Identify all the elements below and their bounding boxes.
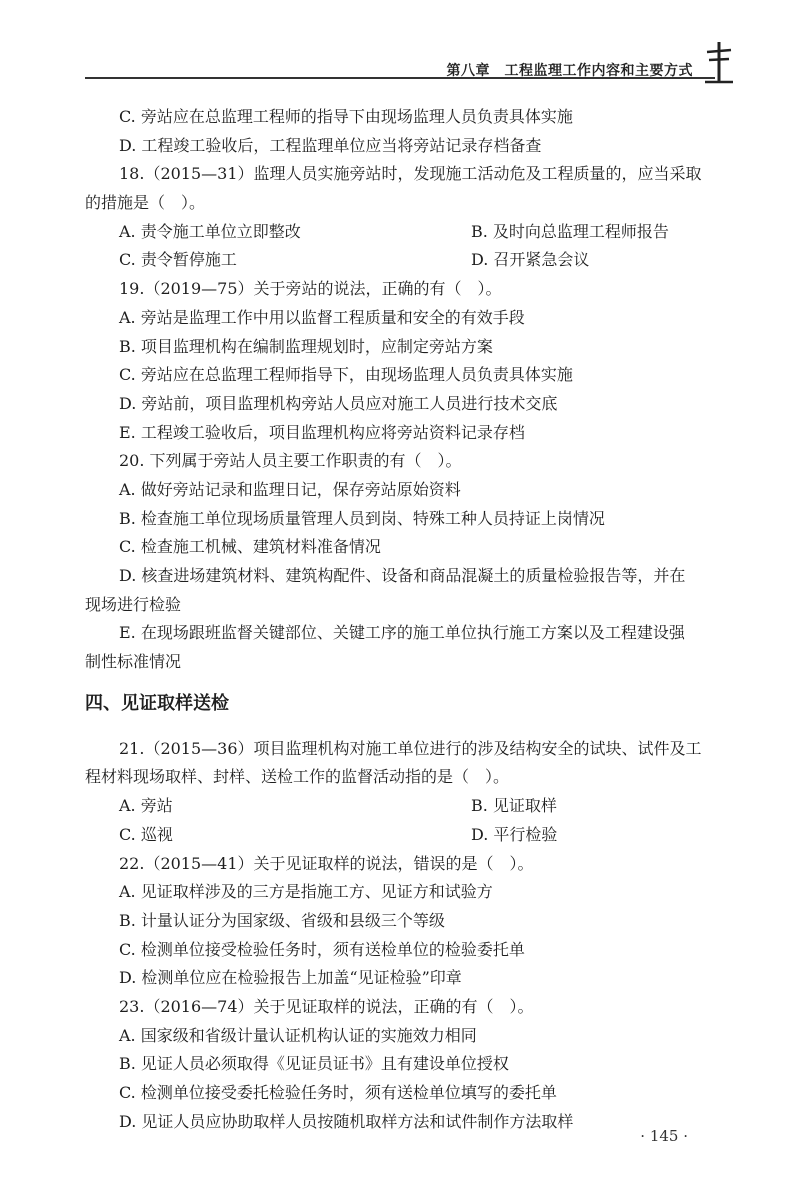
option-b: B. 检查施工单位现场质量管理人员到岗、特殊工种人员持证上岗情况 [119,508,605,528]
page-number: · 145 · [640,1127,688,1145]
option-a: A. 见证取样涉及的三方是指施工方、见证方和试验方 [119,882,493,902]
question-stem: 19.（2019—75）关于旁站的说法，正确的有（ ）。 [119,279,502,299]
option-c: C. 检查施工机械、建筑材料准备情况 [119,537,381,557]
text-line: D. 工程竣工验收后，工程监理单位应当将旁站记录存档备查 [119,135,542,155]
text-line: C. 旁站应在总监理工程师的指导下由现场监理人员负责具体实施 [119,107,573,126]
option-d: D. 平行检验 [471,824,558,844]
question-stem-cont: 程材料现场取样、封样、送检工作的监督活动指的是（ ）。 [85,767,510,787]
option-c: C. 巡视 [119,824,173,844]
option-b: B. 见证人员必须取得《见证员证书》且有建设单位授权 [119,1054,509,1074]
option-b: B. 计量认证分为国家级、省级和县级三个等级 [119,910,445,930]
option-d-cont: 现场进行检验 [85,594,182,614]
option-e-cont: 制性标准情况 [85,652,182,672]
option-e: E. 在现场跟班监督关键部位、关键工序的施工单位执行施工方案以及工程建设强 [119,623,685,643]
option-c: C. 检测单位接受委托检验任务时，须有送检单位填写的委托单 [119,1083,557,1102]
spacer [85,727,717,735]
option-a: A. 国家级和省级计量认证机构认证的实施效力相同 [119,1025,477,1045]
option-c: C. 检测单位接受检验任务时，须有送检单位的检验委托单 [119,939,525,959]
section-heading: 四、见证取样送检 [85,692,229,714]
option-d: D. 检测单位应在检验报告上加盖“见证检验”印章 [119,968,462,988]
option-c: C. 责令暂停施工 [119,250,237,270]
question-22 [85,850,717,993]
question-23 [85,993,717,1136]
options-row [85,218,717,247]
question-stem: 21.（2015—36）项目监理机构对施工单位进行的涉及结构安全的试块、试件及工 [119,738,702,758]
option-b: B. 见证取样 [471,796,557,816]
question-20 [85,447,717,677]
options-row [85,792,717,821]
option-c: C. 旁站应在总监理工程师指导下，由现场监理人员负责具体实施 [119,365,573,385]
question-stem: 22.（2015—41）关于见证取样的说法，错误的是（ ）。 [119,853,534,873]
option-a: A. 责令施工单位立即整改 [119,221,301,241]
option-a: A. 做好旁站记录和监理日记，保存旁站原始资料 [119,479,461,499]
signpost-ornament-icon [699,40,739,86]
question-stem: 23.（2016—74）关于见证取样的说法，正确的有（ ）。 [119,996,534,1016]
header-rule [85,77,715,79]
question-stem-cont: 的措施是（ ）。 [85,193,206,213]
option-d: D. 核查进场建筑材料、建筑构配件、设备和商品混凝土的质量检验报告等，并在 [119,566,686,585]
option-b: B. 项目监理机构在编制监理规划时，应制定旁站方案 [119,336,493,356]
option-d: D. 旁站前，项目监理机构旁站人员应对施工人员进行技术交底 [119,393,558,413]
page-content [85,103,717,1136]
option-a: A. 旁站是监理工作中用以监督工程质量和安全的有效手段 [119,307,525,327]
question-stem: 20. 下列属于旁站人员主要工作职责的有（ ）。 [119,451,462,471]
option-d: D. 见证人员应协助取样人员按随机取样方法和试件制作方法取样 [119,1111,574,1131]
question-21 [85,735,717,850]
option-a: A. 旁站 [119,796,173,816]
options-row [85,821,717,850]
question-stem: 18.（2015—31）监理人员实施旁站时，发现施工活动危及工程质量的，应当采取 [119,164,702,184]
running-header [85,40,745,86]
question-18 [85,160,717,275]
chapter-title: 第八章 工程监理工作内容和主要方式 [446,63,693,79]
option-e: E. 工程竣工验收后，项目监理机构应将旁站资料记录存档 [119,422,525,442]
option-d: D. 召开紧急会议 [471,250,590,270]
question-19 [85,275,717,447]
option-b: B. 及时向总监理工程师报告 [471,221,669,241]
options-row [85,246,717,275]
